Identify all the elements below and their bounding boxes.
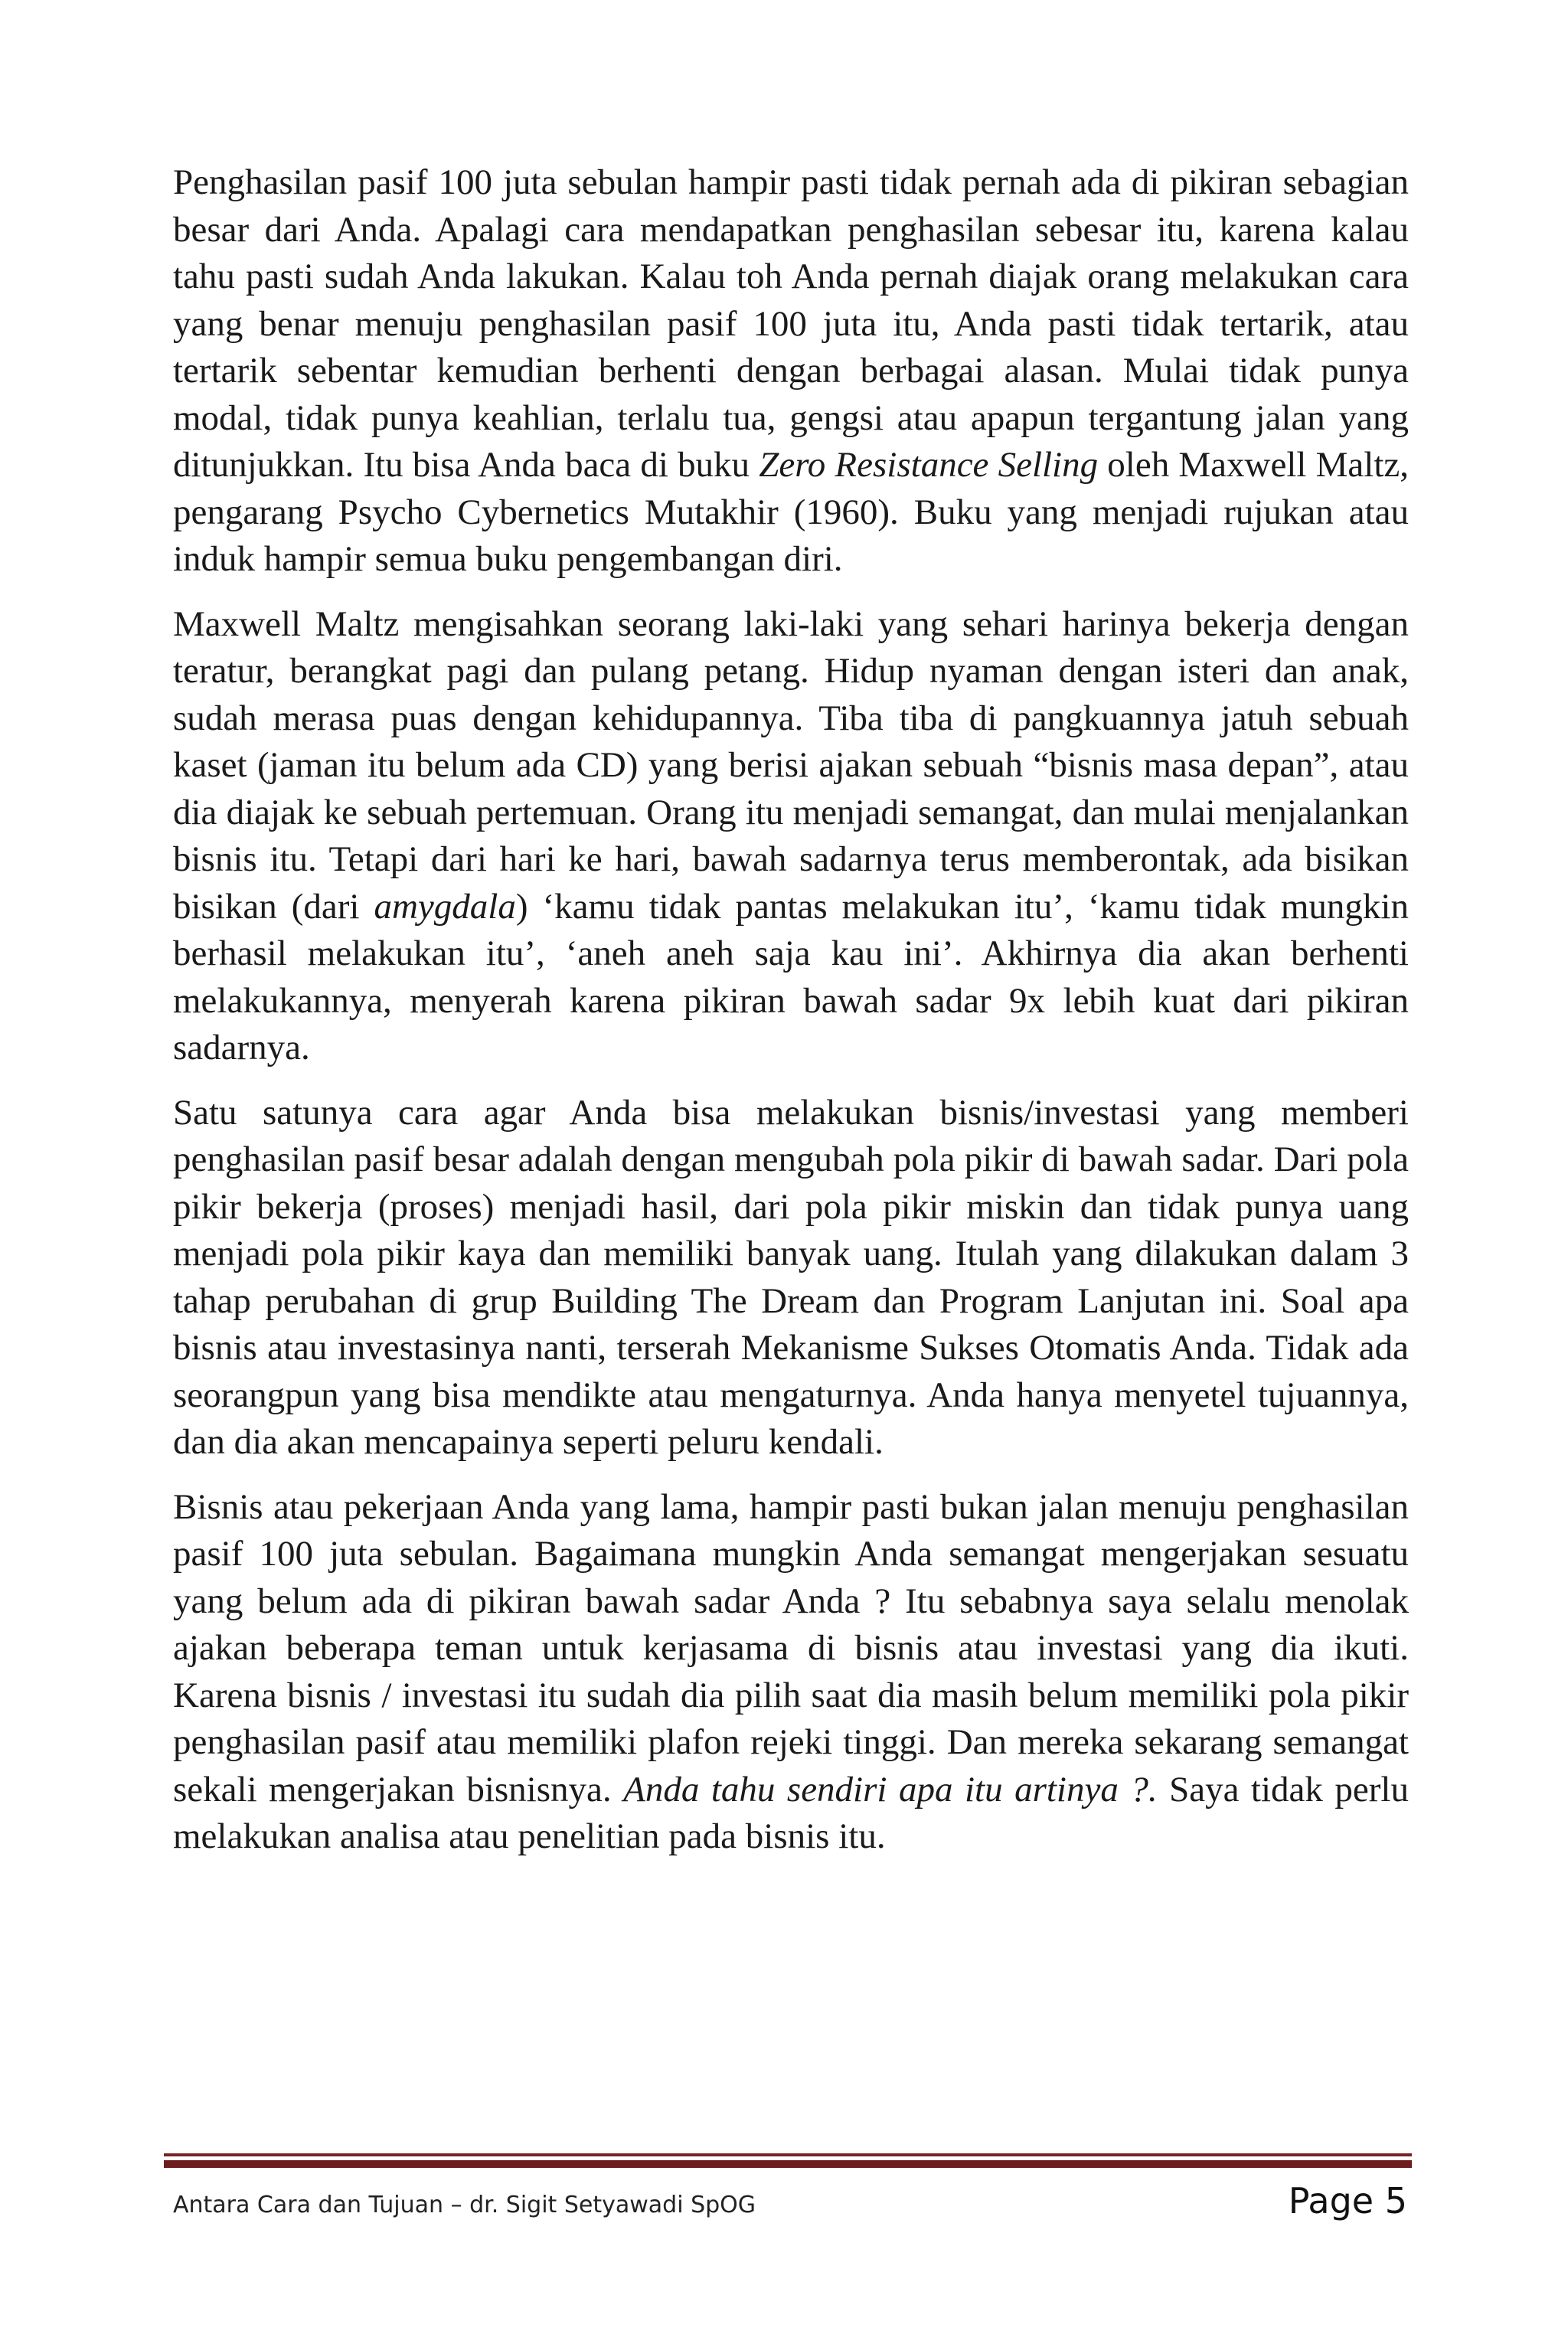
paragraph-1-text-b: oleh Maxwell Maltz, pengarang Psycho Cybernetics Mutakhir (1960). Buku yang menjadi rujukan atau induk hampir semua buku pengembangan diri. (173, 445, 1409, 579)
amygdala-term: amygdala (374, 886, 516, 927)
paragraph-1-text-a: Penghasilan pasif 100 juta sebulan hampir pasti tidak pernah ada di pikiran sebagian besar dari Anda. Apalagi cara mendapatkan penghasilan sebesar itu, karena kalau tahu pasti sudah Anda lakukan. Kalau toh Anda pernah diajak orang melakukan cara yang benar menuju penghasilan pasif 100 juta itu, Anda pasti tidak tertarik, atau tertarik sebentar kemudian berhenti dengan berbagai alasan. Mulai tidak punya modal, tidak punya keahlian, terlalu tua, gengsi atau apapun tergantung jalan yang ditunjukkan. Itu bisa Anda baca di buku (173, 162, 1409, 485)
paragraph-3: Satu satunya cara agar Anda bisa melakukan bisnis/investasi yang memberi penghasilan pasif besar adalah dengan mengubah pola pikir di bawah sadar. Dari pola pikir bekerja (proses) menjadi hasil, dari pola pikir miskin dan tidak punya uang menjadi pola pikir kaya dan memiliki banyak uang. Itulah yang dilakukan dalam 3 tahap perubahan di grup Building The Dream dan Program Lanjutan ini. Soal apa bisnis atau investasinya nanti, terserah Mekanisme Sukses Otomatis Anda. Tidak ada seorangpun yang bisa mendikte atau mengaturnya. Anda hanya menyetel tujuannya, dan dia akan mencapainya seperti peluru kendali. (173, 1092, 1409, 1462)
page-number: Page 5 (1288, 2180, 1407, 2221)
paragraph-4-italic: Anda tahu sendiri apa itu artinya ?. (623, 1769, 1158, 1810)
paragraph-1 (173, 159, 1409, 584)
paragraph-2 (173, 601, 1409, 1072)
body-text (173, 159, 1409, 1878)
paragraph-2-text-a: Maxwell Maltz mengisahkan seorang laki-laki yang sehari harinya bekerja dengan teratur, berangkat pagi dan pulang petang. Hidup nyaman dengan isteri dan anak, sudah merasa puas dengan kehidupannya. Tiba tiba di pangkuannya jatuh sebuah kaset (jaman itu belum ada CD) yang berisi ajakan sebuah “bisnis masa depan”, atau dia diajak ke sebuah pertemuan. Orang itu menjadi semangat, dan mulai menjalankan bisnis itu. Tetapi dari hari ke hari, bawah sadarnya terus memberontak, ada bisikan bisikan (dari (173, 603, 1409, 927)
paragraph-2-text-b: ) ‘kamu tidak pantas melakukan itu’, ‘kamu tidak mungkin berhasil melakukan itu’, ‘aneh aneh saja kau ini’. Akhirnya dia akan berhenti melakukannya, menyerah karena pikiran bawah sadar 9x lebih kuat dari pikiran sadarnya. (173, 886, 1409, 1067)
book-title: Zero Resistance Selling (759, 445, 1099, 485)
paragraph-4-text-b: Saya tidak perlu melakukan analisa atau penelitian pada bisnis itu. (173, 1769, 1409, 1856)
footer-rule-thick (164, 2160, 1412, 2168)
paragraph-4-text-a: Bisnis atau pekerjaan Anda yang lama, hampir pasti bukan jalan menuju penghasilan pasif 100 juta sebulan. Bagaimana mungkin Anda semangat mengerjakan sesuatu yang belum ada di pikiran bawah sadar Anda ? Itu sebabnya saya selalu menolak ajakan beberapa teman untuk kerjasama di bisnis atau investasi yang dia ikuti. Karena bisnis / investasi itu sudah dia pilih saat dia masih belum memiliki pola pikir penghasilan pasif atau memiliki plafon rejeki tinggi. Dan mereka sekarang semangat sekali mengerjakan bisnisnya. (173, 1486, 1409, 1810)
footer-book-title: Antara Cara dan Tujuan – dr. Sigit Setyawadi SpOG (173, 2192, 756, 2218)
paragraph-4 (173, 1484, 1409, 1861)
footer-rule-thin (164, 2153, 1412, 2156)
